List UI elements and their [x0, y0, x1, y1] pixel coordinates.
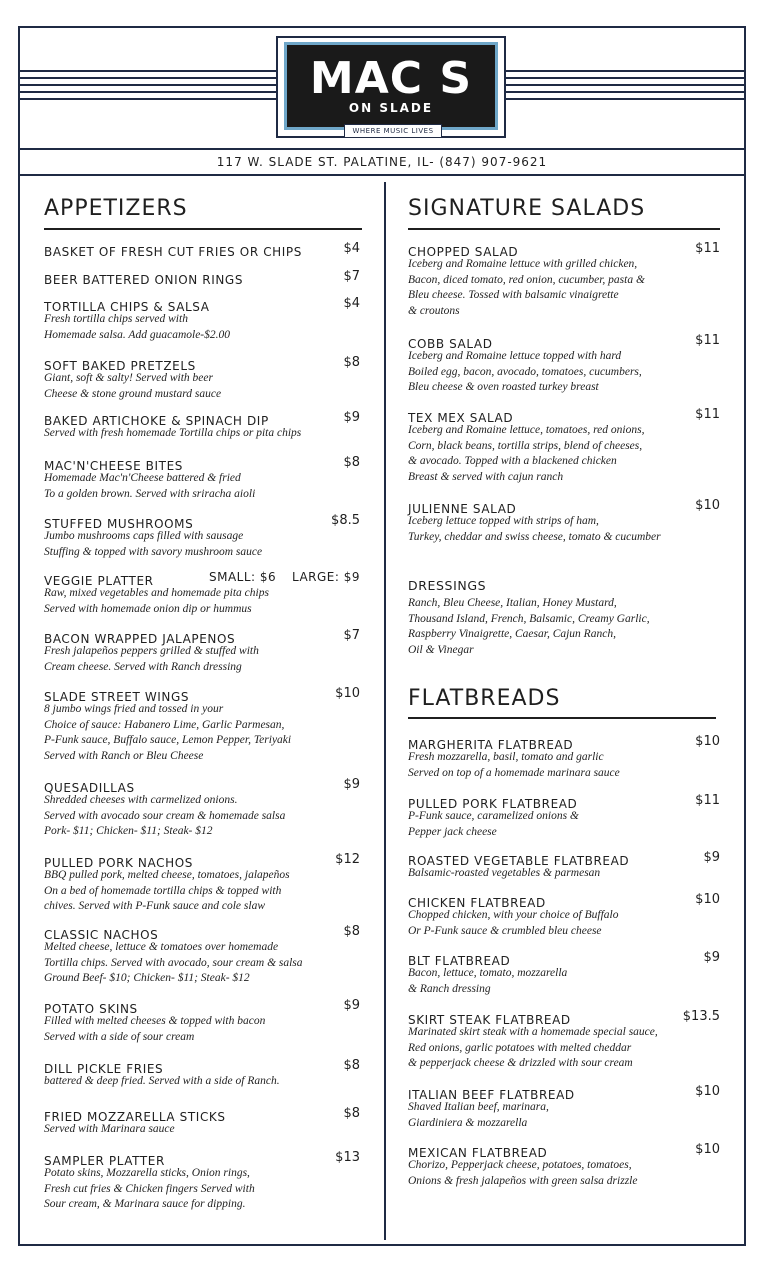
item-description: Bacon, lettuce, tomato, mozzarella & Ranch dressing: [408, 967, 568, 995]
menu-item: [408, 333, 720, 396]
item-description: Melted cheese, lettuce & tomatoes over homemade Tortilla chips. Served with avocado, sour cream & salsa Ground Beef- $10; Chicken- $11; Steak- $12: [44, 941, 303, 984]
item-name: PULLED PORK FLATBREAD: [408, 797, 578, 811]
salads-rule: [408, 228, 720, 230]
item-price-large: LARGE: $9: [291, 570, 360, 584]
address-rule-top: [20, 148, 744, 150]
item-description: Iceberg lettuce topped with strips of ham, Turkey, cheddar and swiss cheese, tomato & cucumber: [408, 515, 661, 543]
item-description: Fresh jalapeños peppers grilled & stuffed with Cream cheese. Served with Ranch dressing: [44, 645, 259, 673]
item-name: BEER BATTERED ONION RINGS: [44, 273, 244, 287]
item-price: $9: [343, 410, 360, 425]
item-price: $10: [695, 1142, 720, 1157]
item-description: Served with fresh homemade Tortilla chips or pita chips: [44, 427, 302, 439]
menu-item: [408, 734, 720, 781]
item-price: $8: [343, 355, 360, 370]
item-description: Balsamic-roasted vegetables & parmesan: [408, 867, 601, 879]
item-description: Shaved Italian beef, marinara, Giardiniera & mozzarella: [408, 1101, 549, 1129]
item-description: Fresh tortilla chips served with Homemade salsa. Add guacamole-$2.00: [44, 313, 230, 341]
column-divider: [384, 182, 386, 1240]
item-description: Potato skins, Mozzarella sticks, Onion rings, Fresh cut fries & Chicken fingers Served with Sour cream, & Marinara sauce for dipping.: [44, 1167, 255, 1210]
item-name: VEGGIE PLATTER: [44, 574, 154, 588]
item-description: Chopped chicken, with your choice of Buffalo Or P-Funk sauce & crumbled bleu cheese: [408, 909, 619, 937]
item-price: $10: [335, 686, 360, 701]
item-price: $8: [343, 1058, 360, 1073]
item-price: $12: [335, 852, 360, 867]
item-price: $4: [343, 241, 360, 256]
item-description: Raw, mixed vegetables and homemade pita chips Served with homemade onion dip or hummus: [44, 587, 269, 615]
flatbreads-title: FLATBREADS: [408, 686, 561, 711]
item-name: COBB SALAD: [408, 337, 493, 351]
item-price: $8.5: [331, 513, 360, 528]
item-price: $7: [343, 269, 360, 284]
menu-item: [408, 950, 720, 997]
logo-box: [284, 42, 498, 130]
item-price: $9: [343, 777, 360, 792]
logo-sub-text: ON SLADE: [348, 101, 434, 115]
item-name: SLADE STREET WINGS: [44, 690, 190, 704]
item-name: MARGHERITA FLATBREAD: [408, 738, 574, 752]
item-name: CHICKEN FLATBREAD: [408, 896, 546, 910]
item-name: DILL PICKLE FRIES: [44, 1062, 164, 1076]
item-name: BAKED ARTICHOKE & SPINACH DIP: [44, 414, 269, 428]
item-description: 8 jumbo wings fried and tossed in your Choice of sauce: Habanero Lime, Garlic Parmesan, P-Funk sauce, Buffalo sauce, Lemon Pepper, Teriyaki Served with Ranch or Bleu Cheese: [44, 703, 292, 762]
item-name: BACON WRAPPED JALAPENOS: [44, 632, 236, 646]
item-price: $10: [695, 734, 720, 749]
item-price: $10: [695, 892, 720, 907]
item-name: CLASSIC NACHOS: [44, 928, 159, 942]
item-price: $9: [703, 950, 720, 965]
item-price: $7: [343, 628, 360, 643]
item-name: STUFFED MUSHROOMS: [44, 517, 194, 531]
logo-tagline: WHERE MUSIC LIVES: [344, 124, 442, 138]
logo: [276, 36, 506, 138]
menu-item: [44, 998, 360, 1045]
item-price: $9: [703, 850, 720, 865]
item-name: FRIED MOZZARELLA STICKS: [44, 1110, 226, 1124]
item-price: $10: [695, 1084, 720, 1099]
item-description: Shredded cheeses with carmelized onions. Served with avocado sour cream & homemade salsa Pork- $11; Chicken- $11; Steak- $12: [44, 794, 286, 837]
menu-item: [408, 1084, 720, 1131]
item-description: Served with Marinara sauce: [44, 1123, 175, 1135]
dressings-title: DRESSINGS: [408, 578, 487, 593]
item-description: Iceberg and Romaine lettuce with grilled chicken, Bacon, diced tomato, red onion, cucumber, pasta & Bleu cheese. Tossed with balsamic vinaigrette & croutons: [408, 258, 645, 317]
item-price: $11: [695, 241, 720, 256]
item-price: $8: [343, 455, 360, 470]
address-rule-bottom: [20, 174, 744, 176]
menu-item: [44, 777, 360, 840]
item-name: TEX MEX SALAD: [408, 411, 514, 425]
salads-title: SIGNATURE SALADS: [408, 196, 646, 221]
item-price: $11: [695, 793, 720, 808]
address: 117 W. SLADE ST. PALATINE, IL- (847) 907-9621: [216, 155, 548, 169]
menu-item: [44, 269, 360, 285]
item-name: CHOPPED SALAD: [408, 245, 519, 259]
item-description: Marinated skirt steak with a homemade special sauce, Red onions, garlic potatoes with melted cheddar & pepperjack cheese & drizzled with sour cream: [408, 1026, 658, 1069]
menu-item: [44, 455, 360, 502]
item-price: $4: [343, 296, 360, 311]
item-price: $10: [695, 498, 720, 513]
item-name: SOFT BAKED PRETZELS: [44, 359, 196, 373]
flatbreads-rule: [408, 717, 716, 719]
item-price: $11: [695, 407, 720, 422]
menu-item: [44, 628, 360, 675]
item-description: battered & deep fried. Served with a side of Ranch.: [44, 1075, 280, 1087]
item-price: $13.5: [682, 1009, 720, 1024]
item-description: Homemade Mac'n'Cheese battered & fried To a golden brown. Served with sriracha aioli: [44, 472, 256, 500]
menu-item: [44, 924, 360, 987]
item-price: $8: [343, 1106, 360, 1121]
menu-item: [44, 296, 360, 343]
menu-item: [408, 1009, 720, 1072]
item-name: SAMPLER PLATTER: [44, 1154, 165, 1168]
menu-item: [44, 852, 360, 915]
item-name: BLT FLATBREAD: [408, 954, 511, 968]
menu-item: [408, 793, 720, 840]
appetizers-rule: [44, 228, 362, 230]
menu-item: [408, 1142, 720, 1189]
item-name: TORTILLA CHIPS & SALSA: [44, 300, 210, 314]
item-description: Chorizo, Pepperjack cheese, potatoes, tomatoes, Onions & fresh jalapeños with green salsa drizzle: [408, 1159, 638, 1187]
item-description: BBQ pulled pork, melted cheese, tomatoes, jalapeños On a bed of homemade tortilla chips & topped with chives. Served with P-Funk sauce and cole slaw: [44, 869, 290, 912]
item-description: Fresh mozzarella, basil, tomato and garlic Served on top of a homemade marinara sauce: [408, 751, 620, 779]
item-name: BASKET OF FRESH CUT FRIES OR CHIPS: [44, 245, 302, 259]
appetizers-title: APPETIZERS: [44, 196, 188, 221]
menu-item: [408, 407, 720, 485]
item-name: ROASTED VEGETABLE FLATBREAD: [408, 854, 630, 868]
menu-item: [44, 241, 360, 257]
header-stripes-right: [506, 70, 744, 106]
menu-item: [44, 410, 360, 442]
item-description: P-Funk sauce, caramelized onions & Pepper jack cheese: [408, 810, 579, 838]
item-price: $13: [335, 1150, 360, 1165]
item-price: $11: [695, 333, 720, 348]
menu-item: [408, 850, 720, 882]
item-price: $9: [343, 998, 360, 1013]
item-description: Iceberg and Romaine lettuce, tomatoes, red onions, Corn, black beans, tortilla strips, blend of cheeses, & avocado. Topped with a blackened chicken Breast & served with cajun ranch: [408, 424, 645, 483]
item-description: Filled with melted cheeses & topped with bacon Served with a side of sour cream: [44, 1015, 266, 1043]
item-name: MAC'N'CHEESE BITES: [44, 459, 183, 473]
menu-item: [408, 241, 720, 319]
logo-main-text: MAC S: [309, 53, 473, 104]
item-name: ITALIAN BEEF FLATBREAD: [408, 1088, 575, 1102]
menu-item: [44, 1106, 360, 1138]
item-name: MEXICAN FLATBREAD: [408, 1146, 548, 1160]
item-name: QUESADILLAS: [44, 781, 135, 795]
dressings-list: Ranch, Bleu Cheese, Italian, Honey Mustard, Thousand Island, French, Balsamic, Creamy Garlic, Raspberry Vinaigrette, Caesar, Cajun Ranch, Oil & Vinegar: [408, 597, 650, 656]
menu-item: [408, 498, 720, 545]
item-name: SKIRT STEAK FLATBREAD: [408, 1013, 571, 1027]
item-description: Iceberg and Romaine lettuce topped with hard Boiled egg, bacon, avocado, tomatoes, cucumbers, Bleu cheese & oven roasted turkey breast: [408, 350, 642, 393]
item-name: PULLED PORK NACHOS: [44, 856, 193, 870]
menu-item: [44, 686, 360, 764]
menu-item: [44, 570, 360, 617]
item-name: POTATO SKINS: [44, 1002, 138, 1016]
item-price-small: SMALL: $6: [209, 570, 277, 584]
menu-item: [408, 892, 720, 939]
menu-item: [44, 1150, 360, 1213]
menu-item: [44, 355, 360, 402]
item-name: JULIENNE SALAD: [408, 502, 517, 516]
item-price: $8: [343, 924, 360, 939]
menu-item: [44, 1058, 360, 1090]
header-stripes-left: [20, 70, 278, 106]
menu-item: [44, 513, 360, 560]
item-description: Giant, soft & salty! Served with beer Cheese & stone ground mustard sauce: [44, 372, 222, 400]
item-description: Jumbo mushrooms caps filled with sausage Stuffing & topped with savory mushroom sauce: [44, 530, 263, 558]
